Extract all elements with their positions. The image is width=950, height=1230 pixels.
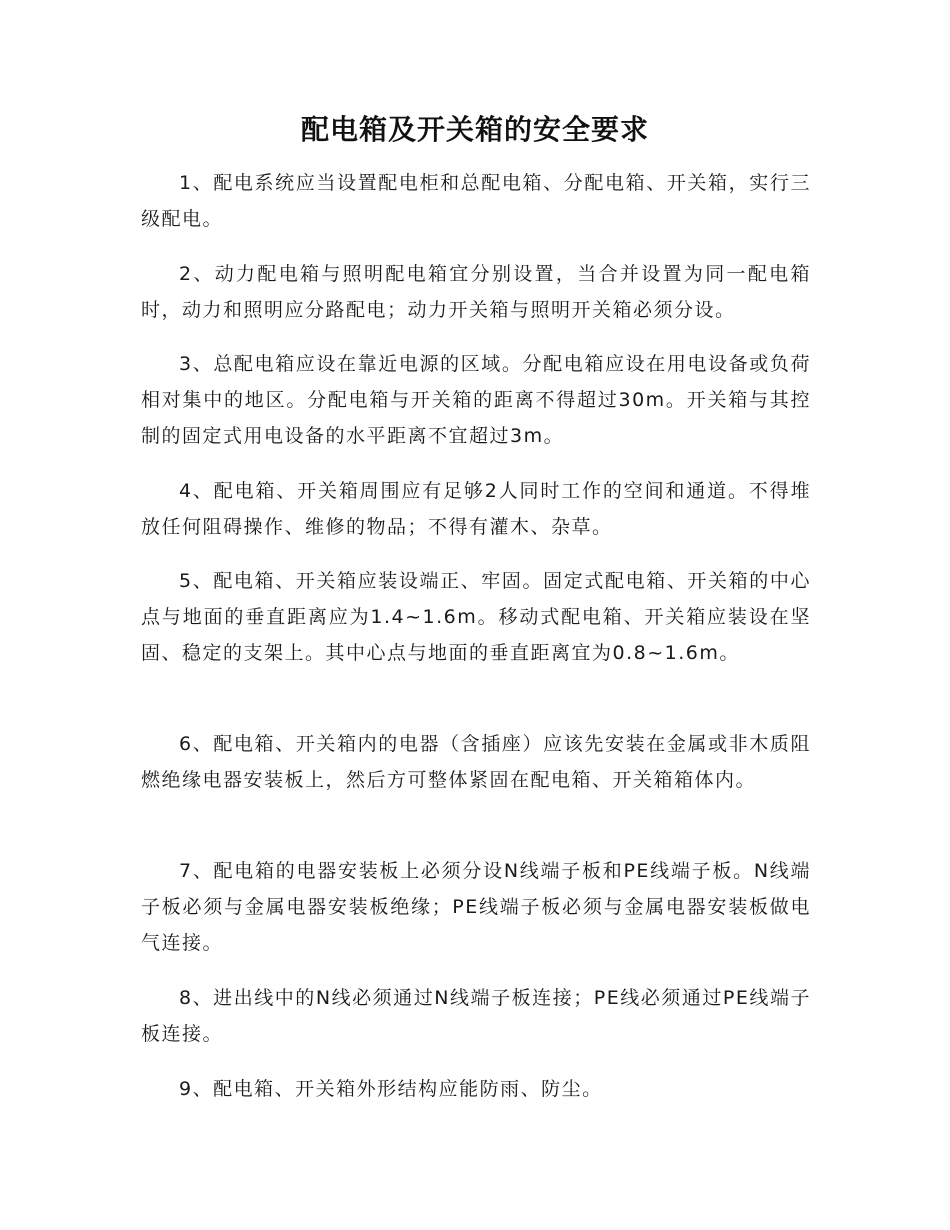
paragraph-7: 7、配电箱的电器安装板上必须分设N线端子板和PE线端子板。N线端子板必须与金属电器安装板绝缘；PE线端子板必须与金属电器安装板做电气连接。 <box>141 860 811 954</box>
paragraph-6: 6、配电箱、开关箱内的电器（含插座）应该先安装在金属或非木质阻燃绝缘电器安装板上，然后方可整体紧固在配电箱、开关箱箱体内。 <box>141 733 811 791</box>
paragraph-8: 8、进出线中的N线必须通过N线端子板连接；PE线必须通过PE线端子板连接。 <box>141 987 811 1045</box>
paragraph-1: 1、配电系统应当设置配电柜和总配电箱、分配电箱、开关箱，实行三级配电。 <box>141 172 811 230</box>
paragraph-5: 5、配电箱、开关箱应装设端正、牢固。固定式配电箱、开关箱的中心点与地面的垂直距离应为1.4~1.6m。移动式配电箱、开关箱应装设在坚固、稳定的支架上。其中心点与地面的垂直距离宜为0.8~1.6m。 <box>141 570 811 664</box>
paragraph-2: 2、动力配电箱与照明配电箱宜分别设置，当合并设置为同一配电箱时，动力和照明应分路配电；动力开关箱与照明开关箱必须分设。 <box>141 263 811 321</box>
document-title: 配电箱及开关箱的安全要求 <box>300 113 649 146</box>
paragraph-4: 4、配电箱、开关箱周围应有足够2人同时工作的空间和通道。不得堆放任何阻碍操作、维修的物品；不得有灌木、杂草。 <box>141 480 811 538</box>
paragraph-3: 3、总配电箱应设在靠近电源的区域。分配电箱应设在用电设备或负荷相对集中的地区。分配电箱与开关箱的距离不得超过30m。开关箱与其控制的固定式用电设备的水平距离不宜超过3m。 <box>141 353 811 447</box>
paragraph-9: 9、配电箱、开关箱外形结构应能防雨、防尘。 <box>179 1078 603 1100</box>
